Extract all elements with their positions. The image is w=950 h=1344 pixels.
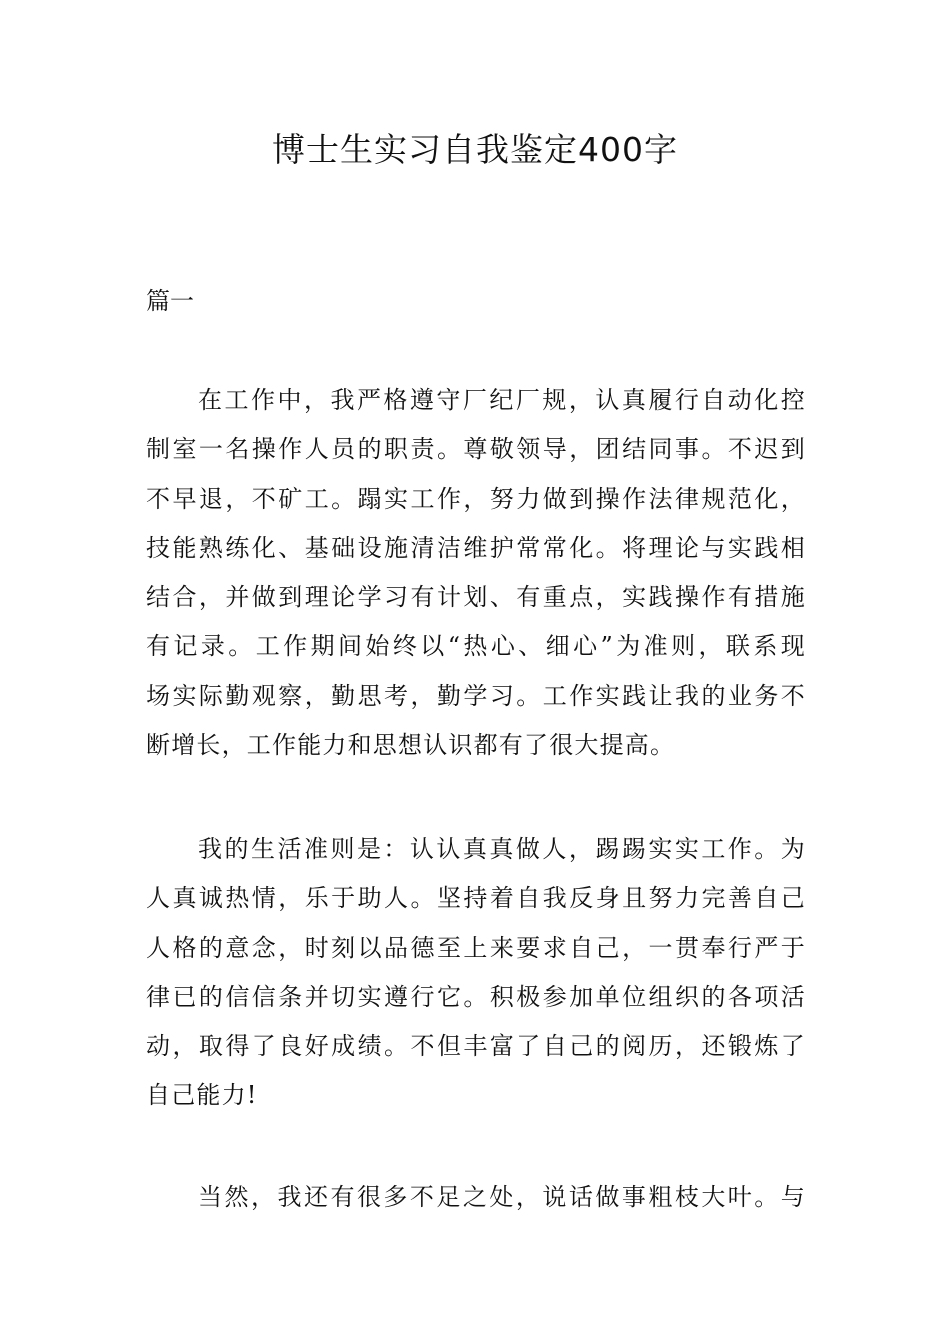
paragraph-3	[146, 1173, 806, 1222]
paragraph-line: 律已的信信条并切实遵行它。积极参加单位组织的各项活	[146, 982, 806, 1011]
paragraph-line: 有记录。工作期间始终以“热心、细心”为准则，联系现	[146, 632, 806, 661]
paragraph-line: 在工作中，我严格遵守厂纪厂规，认真履行自动化控	[198, 386, 806, 414]
paragraph-line: 结合，并做到理论学习有计划、有重点，实践操作有措施	[146, 583, 806, 612]
document-title: 博士生实习自我鉴定400字	[272, 130, 678, 169]
paragraph-line: 动，取得了良好成绩。不但丰富了自己的阅历，还锻炼了	[146, 1032, 806, 1061]
paragraph-1	[146, 376, 806, 770]
paragraph-line: 制室一名操作人员的职责。尊敬领导，团结同事。不迟到	[146, 435, 806, 464]
paragraph-line: 自己能力!	[146, 1081, 258, 1110]
paragraph-line: 人真诚热情，乐于助人。坚持着自我反身且努力完善自己	[146, 884, 806, 913]
paragraph-line: 不早退，不矿工。蹋实工作，努力做到操作法律规范化，	[146, 484, 806, 513]
paragraph-line: 断增长，工作能力和思想认识都有了很大提高。	[146, 731, 676, 760]
paragraph-2	[146, 825, 806, 1121]
paragraph-line: 我的生活准则是：认认真真做人，踢踢实实工作。为	[198, 835, 806, 863]
paragraph-line: 场实际勤观察，勤思考，勤学习。工作实践让我的业务不	[146, 681, 806, 710]
paragraph-line: 人格的意念，时刻以品德至上来要求自己，一贯奉行严于	[146, 933, 806, 962]
paragraph-line: 当然，我还有很多不足之处，说话做事粗枝大叶。与	[198, 1183, 806, 1211]
section-label: 篇一	[146, 287, 194, 315]
paragraph-line: 技能熟练化、基础设施清洁维护常常化。将理论与实践相	[146, 533, 806, 562]
